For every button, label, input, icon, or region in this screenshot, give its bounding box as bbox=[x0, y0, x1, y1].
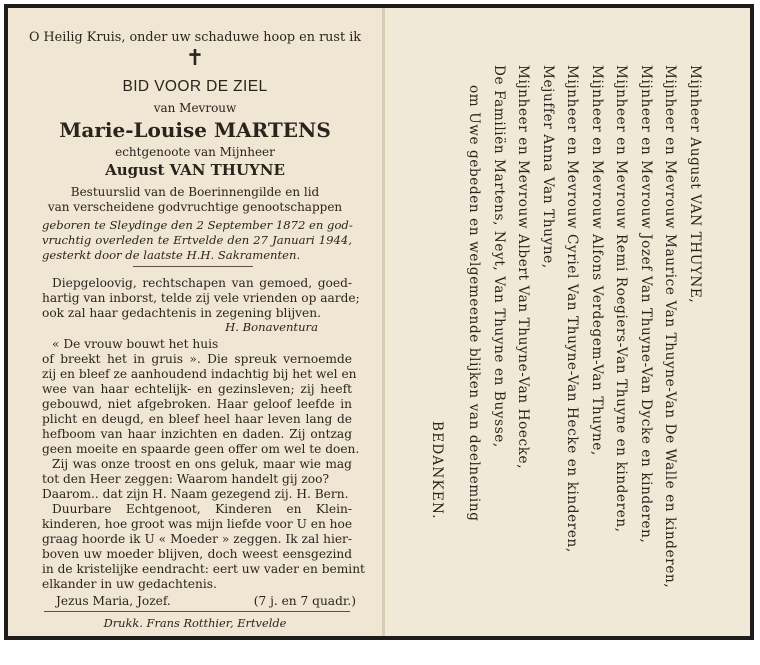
family-line: Mijnheer en Mevrouw Jozef Van Thuyne-Van Dycke en kinderen, bbox=[638, 65, 654, 544]
birth-death-line: gesterkt door de laatste H.H. Sakramenten. bbox=[42, 248, 301, 262]
family-line: Mijnheer August VAN THUYNE, bbox=[687, 65, 703, 304]
paragraph2-line: tot den Heer zeggen: Waarom handelt gij zoo? bbox=[42, 472, 330, 486]
footer-rule bbox=[44, 611, 350, 612]
paragraph2-line: Duurbare Echtgenoot, Kinderen en Klein- bbox=[52, 502, 352, 516]
van-mevrouw: van Mevrouw bbox=[153, 101, 237, 115]
right-panel bbox=[385, 8, 750, 636]
family-line: Mijnheer en Mevrouw Albert Van Thuyne-Van Hoecke, bbox=[515, 65, 532, 470]
family-line: Mijnheer en Mevrouw Alfons Verdegem-Van Thuyne, bbox=[589, 65, 605, 456]
paragraph2-line: « De vrouw bouwt het huis bbox=[52, 337, 219, 351]
paragraph2-line: boven uw moeder blijven, doch weest eensgezind bbox=[42, 547, 352, 561]
birth-death-line: geboren te Sleydinge den 2 September 1872 en god- bbox=[42, 218, 353, 232]
family-line: Mijnheer en Mevrouw Cyriel Van Thuyne-Van Hecke en kinderen, bbox=[564, 65, 581, 553]
spouse-intro: echtgenoote van Mijnheer bbox=[115, 145, 275, 159]
paragraph2-line: plicht en deugd, en bleef heel haar leven lang de bbox=[42, 412, 352, 426]
birth-death-line: vruchtig overleden te Ertvelde den 27 Januari 1944, bbox=[42, 233, 352, 247]
printer-credit: Drukk. Frans Rotthier, Ertvelde bbox=[103, 616, 287, 630]
indulgence-prayer: Jezus Maria, Jozef. bbox=[56, 594, 171, 608]
heading: BID VOOR DE ZIEL bbox=[122, 78, 268, 95]
divider bbox=[133, 266, 253, 267]
paragraph1-line: Diepgeloovig, rechtschapen van gemoed, goed- bbox=[52, 276, 352, 290]
family-line: De Familiën Martens, Neyt, Van Thuyne en Buysse, bbox=[491, 65, 507, 448]
prayer-line: O Heilig Kruis, onder uw schaduwe hoop en rust ik bbox=[28, 30, 362, 45]
cross-icon: ✝ bbox=[185, 46, 205, 71]
paragraph1-line: hartig van inborst, telde zij vele vrienden op aarde; bbox=[42, 291, 360, 305]
family-line: om Uwe gebeden en welgemeende blijken van deelneming bbox=[466, 85, 483, 522]
left-panel bbox=[8, 8, 382, 636]
paragraph2-line: graag hoorde ik U « Moeder » zeggen. Ik zal hier- bbox=[42, 532, 352, 546]
paragraph2-line: Daarom.. dat zijn H. Naam gezegend zij. H. Bern. bbox=[42, 487, 349, 501]
paragraph2-line: geen moeite en spaarde geen offer om wel te doen. bbox=[42, 442, 360, 456]
paragraph2-line: kinderen, hoe groot was mijn liefde voor U en hoe bbox=[42, 517, 353, 531]
paragraph2-line: zij en bleef ze aanhoudend indachtig bij het wel en bbox=[42, 367, 357, 381]
indulgence-note: (7 j. en 7 quadr.) bbox=[253, 594, 356, 608]
memorial-card bbox=[4, 4, 754, 640]
deceased-name: Marie-Louise MARTENS bbox=[59, 118, 331, 142]
family-line: Mijnheer en Mevrouw Remi Roegiers-Van Thuyne en kinderen, bbox=[613, 65, 630, 533]
paragraph2-line: Zij was onze troost en ons geluk, maar wie mag bbox=[52, 457, 352, 471]
acknowledgement-block bbox=[338, 65, 703, 665]
paragraph2-line: in de kristelijke eendracht: eert uw vader en bemint bbox=[42, 562, 365, 576]
paragraph2-line: of breekt het in gruis ». Die spreuk vernoemde bbox=[42, 352, 352, 366]
paragraph2-line: elkander in uw gedachtenis. bbox=[42, 577, 217, 591]
attribution-bonaventura: H. Bonaventura bbox=[225, 320, 318, 334]
family-line: Mejuffer Anna Van Thuyne, bbox=[540, 65, 556, 269]
closing-bedanken: BEDANKEN. bbox=[429, 421, 445, 520]
family-line: Mijnheer en Mevrouw Maurice Van Thuyne-Van De Walle en kinderen, bbox=[662, 65, 679, 589]
paragraph1-line: ook zal haar gedachtenis in zegening blijven. bbox=[42, 306, 321, 320]
paragraph2-line: wee van haar echtelijk- en gezinsleven; zij heeft bbox=[42, 382, 352, 396]
role-line: van verscheidene godvruchtige genootschappen bbox=[47, 200, 343, 214]
paragraph2-line: hefboom van haar inzichten en daden. Zij ontzag bbox=[42, 427, 352, 441]
paragraph2-line: gebouwd, niet afgebroken. Haar geloof leefde in bbox=[42, 397, 352, 411]
role-line: Bestuurslid van de Boerinnengilde en lid bbox=[70, 185, 320, 199]
spouse-name: August VAN THUYNE bbox=[105, 161, 285, 179]
